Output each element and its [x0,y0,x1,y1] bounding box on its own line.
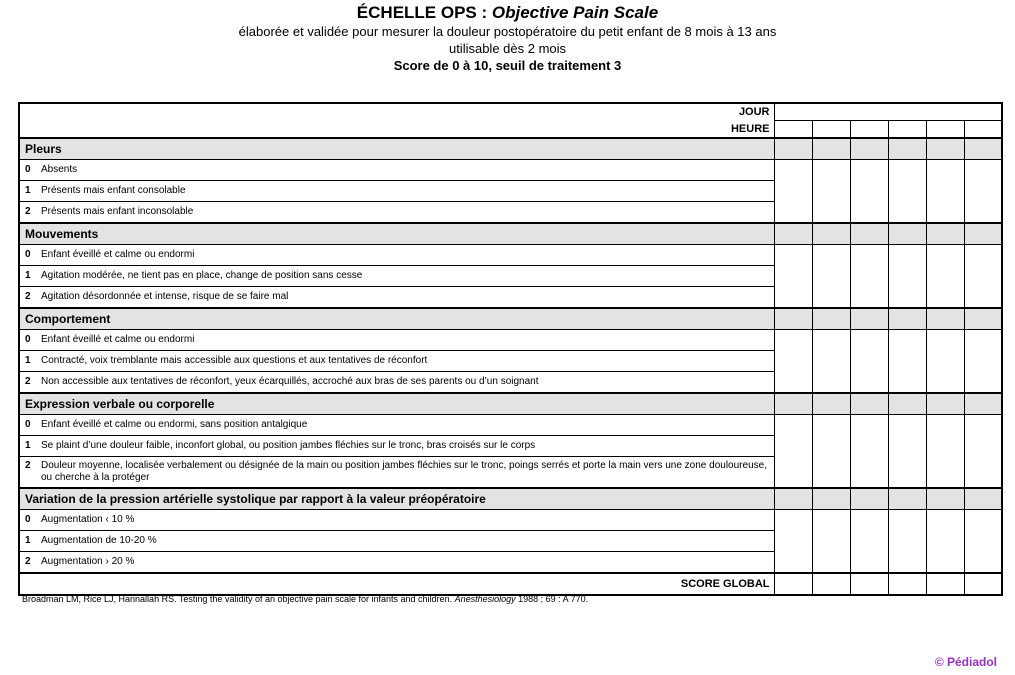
reference-citation [22,594,588,604]
score-entry-col-4[interactable] [888,415,926,489]
category-shaded-cell [888,138,926,160]
category-shaded-cell [774,308,812,330]
item-label [19,160,774,181]
item-description: Non accessible aux tentatives de réconfort, yeux écarquillés, accroché aux bras de ses parents ou d’un soignant [41,376,539,387]
score-entry-col-6[interactable] [964,330,1002,394]
score-global-entry-col-5[interactable] [926,573,964,595]
item-description: Présents mais enfant consolable [41,185,186,196]
score-entry-col-2[interactable] [812,330,850,394]
category-label: Expression verbale ou corporelle [19,393,774,415]
item-description: Augmentation › 20 % [41,556,135,567]
score-entry-col-4[interactable] [888,160,926,224]
page-title [0,3,1015,23]
score-global-entry-col-3[interactable] [850,573,888,595]
copyright-pediadol: © Pédiadol [934,655,997,669]
score-entry-col-4[interactable] [888,330,926,394]
category-row [19,308,1002,330]
score-entry-col-1[interactable] [774,330,812,394]
item-score: 0 [25,334,31,345]
category-shaded-cell [888,223,926,245]
score-entry-col-3[interactable] [850,510,888,574]
score-entry-col-6[interactable] [964,415,1002,489]
category-shaded-cell [850,223,888,245]
heure-entry-col-1[interactable] [774,121,812,139]
item-score: 1 [25,355,31,366]
score-entry-col-2[interactable] [812,510,850,574]
score-entry-col-5[interactable] [926,160,964,224]
category-shaded-cell [926,138,964,160]
subtitle-line-1: élaborée et validée pour mesurer la douleur postopératoire du petit enfant de 8 mois à 13 ans [238,24,777,39]
item-label [19,181,774,202]
category-shaded-cell [812,393,850,415]
item-score: 1 [25,185,31,196]
item-score: 2 [25,376,31,387]
category-shaded-cell [888,393,926,415]
score-entry-col-2[interactable] [812,415,850,489]
item-description: Augmentation de 10-20 % [41,535,157,546]
title-text: ÉCHELLE OPS : [356,3,492,22]
score-global-entry-col-6[interactable] [964,573,1002,595]
category-label: Pleurs [19,138,774,160]
item-description: Agitation modérée, ne tient pas en place, change de position sans cesse [41,270,363,281]
item-description: Enfant éveillé et calme ou endormi [41,334,195,345]
score-entry-col-2[interactable] [812,160,850,224]
score-entry-col-6[interactable] [964,510,1002,574]
category-shaded-cell [926,393,964,415]
item-label [19,436,774,457]
category-shaded-cell [850,488,888,510]
item-row [19,245,1002,266]
item-label [19,266,774,287]
score-entry-col-3[interactable] [850,415,888,489]
item-label [19,510,774,531]
item-label [19,531,774,552]
jour-row [19,103,1002,121]
category-label: Comportement [19,308,774,330]
item-label [19,330,774,351]
item-score: 1 [25,440,31,451]
score-global-entry-col-4[interactable] [888,573,926,595]
item-row [19,160,1002,181]
score-entry-col-4[interactable] [888,510,926,574]
item-label [19,202,774,224]
item-label [19,351,774,372]
heure-entry-col-5[interactable] [926,121,964,139]
score-global-entry-col-2[interactable] [812,573,850,595]
item-score: 2 [25,291,31,302]
category-shaded-cell [850,308,888,330]
score-entry-col-3[interactable] [850,245,888,309]
category-shaded-cell [964,393,1002,415]
item-score: 1 [25,535,31,546]
item-description: Se plaint d’une douleur faible, inconfort global, ou position jambes fléchies sur le tronc, bras croisés sur le corps [41,440,536,451]
item-score: 1 [25,270,31,281]
item-row [19,415,1002,436]
category-shaded-cell [964,223,1002,245]
item-description: Enfant éveillé et calme ou endormi, sans position antalgique [41,419,308,430]
item-description: Douleur moyenne, localisée verbalement ou désignée de la main ou position jambes fléchies sur le tronc, poings serrés et porte la main vers une zone douloureuse, ou cherche à la protéger [41,460,767,483]
score-entry-col-1[interactable] [774,415,812,489]
score-entry-col-1[interactable] [774,245,812,309]
item-description: Présents mais enfant inconsolable [41,206,194,217]
score-entry-col-4[interactable] [888,245,926,309]
item-description: Contracté, voix tremblante mais accessible aux questions et aux tentatives de réconfort [41,355,428,366]
item-label [19,552,774,574]
category-shaded-cell [926,223,964,245]
item-row [19,510,1002,531]
category-shaded-cell [964,138,1002,160]
heure-entry-col-4[interactable] [888,121,926,139]
score-entry-col-1[interactable] [774,510,812,574]
score-global-label: SCORE GLOBAL [19,573,774,595]
score-entry-col-5[interactable] [926,415,964,489]
item-score: 2 [25,460,31,471]
category-shaded-cell [774,488,812,510]
score-entry-col-3[interactable] [850,330,888,394]
item-description: Augmentation ‹ 10 % [41,514,135,525]
category-shaded-cell [850,138,888,160]
score-entry-col-5[interactable] [926,510,964,574]
category-shaded-cell [888,488,926,510]
item-label [19,457,774,489]
heure-row [19,121,1002,139]
score-entry-col-1[interactable] [774,160,812,224]
category-shaded-cell [774,393,812,415]
subtitle-line-2: utilisable dès 2 mois [448,41,567,56]
jour-label: JOUR [19,103,774,121]
score-entry-col-5[interactable] [926,330,964,394]
jour-entry-cell[interactable] [774,103,1002,121]
score-global-row [19,573,1002,595]
item-description: Enfant éveillé et calme ou endormi [41,249,195,260]
item-label [19,245,774,266]
category-shaded-cell [888,308,926,330]
category-label: Mouvements [19,223,774,245]
item-label [19,287,774,309]
item-score: 0 [25,514,31,525]
category-label: Variation de la pression artérielle systolique par rapport à la valeur préopératoire [19,488,774,510]
title-italic-text: Objective Pain Scale [491,3,659,22]
item-description: Agitation désordonnée et intense, risque de se faire mal [41,291,289,302]
category-shaded-cell [850,393,888,415]
score-entry-col-5[interactable] [926,245,964,309]
item-label [19,415,774,436]
category-shaded-cell [774,223,812,245]
category-row [19,393,1002,415]
item-score: 0 [25,419,31,430]
heure-entry-col-6[interactable] [964,121,1002,139]
score-entry-col-3[interactable] [850,160,888,224]
item-label [19,372,774,394]
score-entry-col-6[interactable] [964,160,1002,224]
item-row [19,330,1002,351]
category-shaded-cell [812,308,850,330]
score-global-entry-col-1[interactable] [774,573,812,595]
score-entry-col-6[interactable] [964,245,1002,309]
reference-details: 1988 ; 69 : A 770. [515,594,589,604]
item-score: 2 [25,206,31,217]
item-score: 0 [25,164,31,175]
category-row [19,138,1002,160]
category-shaded-cell [926,488,964,510]
category-shaded-cell [926,308,964,330]
category-shaded-cell [812,138,850,160]
heure-entry-col-2[interactable] [812,121,850,139]
ops-scale-table [18,102,1003,596]
category-row [19,223,1002,245]
item-score: 0 [25,249,31,260]
item-description: Absents [41,164,78,175]
category-shaded-cell [964,488,1002,510]
heure-entry-col-3[interactable] [850,121,888,139]
category-shaded-cell [964,308,1002,330]
category-row [19,488,1002,510]
score-entry-col-2[interactable] [812,245,850,309]
score-range-line: Score de 0 à 10, seuil de traitement 3 [393,58,622,73]
category-shaded-cell [812,488,850,510]
category-shaded-cell [774,138,812,160]
item-score: 2 [25,556,31,567]
heure-label: HEURE [19,121,774,139]
category-shaded-cell [812,223,850,245]
document-header [0,3,1015,75]
reference-text: Broadman LM, Rice LJ, Hannallah RS. Testing the validity of an objective pain scale for infants and children. [22,594,455,604]
reference-journal: Anesthesiology [454,594,516,604]
